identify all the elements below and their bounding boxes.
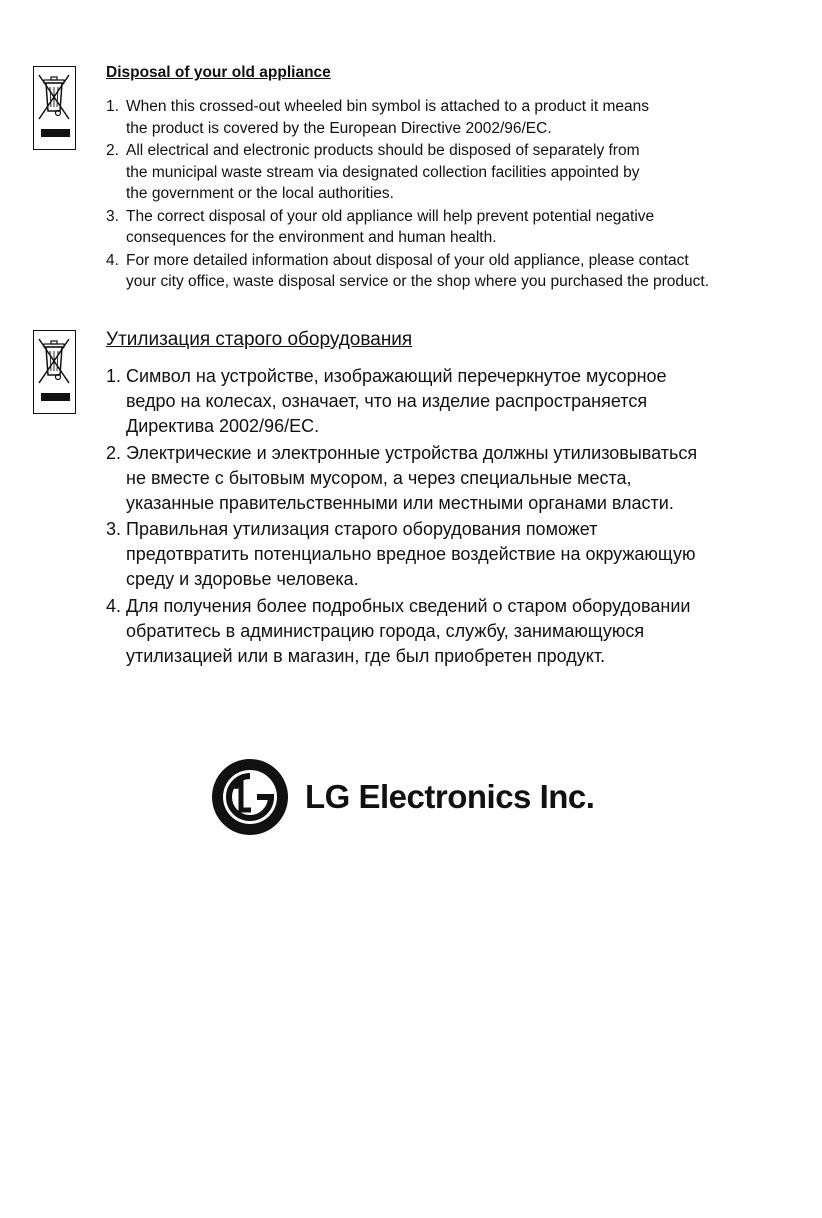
weee-bin-icon: [33, 66, 76, 150]
weee-bar: [41, 393, 70, 401]
english-disposal-section: [106, 62, 810, 294]
list-item: 2. All electrical and electronic products should be disposed of separately from the municipal waste stream via designated collection facilities appointed by the government or the local authorities.: [106, 142, 640, 202]
list-item: 4. For more detailed information about disposal of your old appliance, please contact your city office, waste disposal service or the shop where you purchased the product.: [106, 251, 709, 290]
weee-bar: [41, 129, 70, 137]
list-item: 4. Для получения более подробных сведений о старом оборудовании обратитесь в администрацию города, службу, занимающуюся утилизацией или в магазин, где был приобретен продукт.: [106, 595, 691, 666]
list-item: 3. The correct disposal of your old appliance will help prevent potential negative consequences for the environment and human health.: [106, 207, 655, 246]
lg-logo: [211, 758, 594, 836]
list-item: 1. Символ на устройстве, изображающий перечеркнутое мусорное ведро на колесах, означает, что на изделие распространяется Директива 2002/96/EC.: [106, 366, 667, 436]
lg-logo-icon: [211, 758, 289, 836]
list-item: 2. Электрические и электронные устройства должны утилизовываться не вместе с бытовым мусором, а через специальные места, указанные правительственными или местными органами власти.: [106, 442, 698, 513]
company-name: LG Electronics Inc.: [305, 778, 595, 815]
list-item: 1. When this crossed-out wheeled bin symbol is attached to a product it means the product is covered by the European Directive 2002/96/EC.: [106, 98, 649, 137]
russian-disposal-section: [106, 328, 810, 670]
list-item: 3. Правильная утилизация старого оборудования поможет предотвратить потенциально вредное воздействие на окружающую среду и здоровье человека.: [106, 519, 696, 589]
weee-bin-icon: [33, 330, 76, 414]
russian-list: [106, 364, 810, 669]
english-heading: Disposal of your old appliance: [106, 64, 331, 81]
english-list: [106, 96, 810, 293]
russian-heading: Утилизация старого оборудования: [106, 329, 413, 350]
